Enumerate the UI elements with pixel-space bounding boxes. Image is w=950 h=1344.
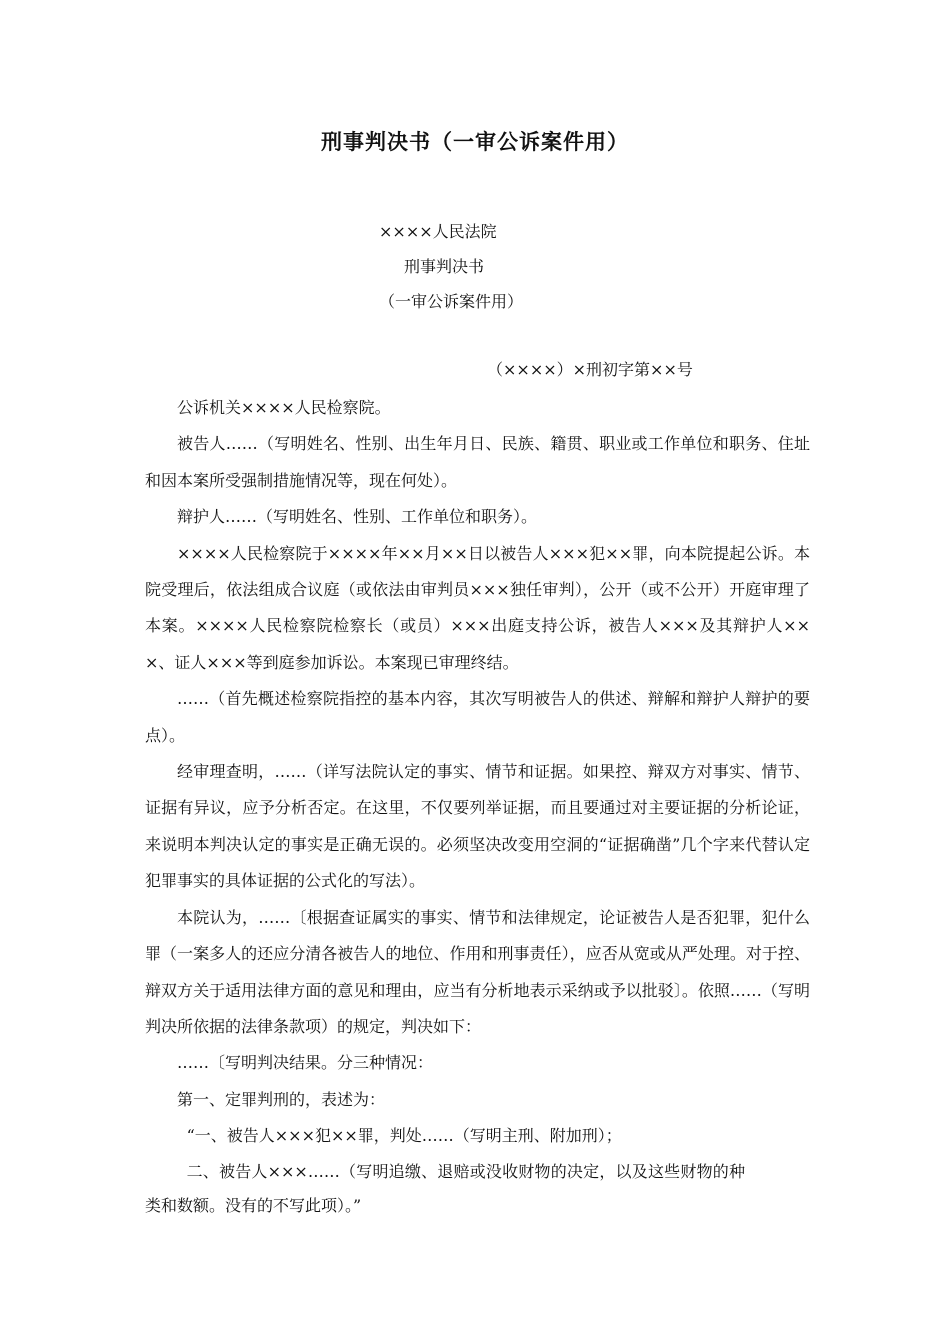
paragraph-item-one: “一、被告人×××犯××罪，判处……（写明主刑、附加刑）； [186, 1126, 622, 1146]
paragraph-verdict-intro: ……〔写明判决结果。分三种情况： [177, 1053, 434, 1073]
paragraph-procedure: ××××人民检察院于××××年××月××日以被告人×××犯××罪，向本院提起公诉。本院受理后，依法组成合议庭（或依法由审判员×××独任审判），公开（或不公开）开庭审理了本案。××××人民检察院检察长（或员）×××出庭支持公诉，被告人×××及其辩护人×××、证人×××等到庭参加诉讼。本案现已审理终结。 [145, 543, 810, 672]
paragraph-defendant: 被告人……（写明姓名、性别、出生年月日、民族、籍贯、职业或工作单位和职务、住址和因本案所受强制措施情况等，现在何处）。 [145, 434, 810, 490]
paragraph-defender: 辩护人……（写明姓名、性别、工作单位和职务）。 [177, 507, 538, 527]
court-name: ××××人民法院 [379, 222, 497, 241]
paragraph-item-two: 二、被告人×××……（写明追缴、退赔或没收财物的决定，以及这些财物的种类和数额。没有的不写此项）。” [145, 1161, 745, 1215]
document-type: （一审公诉案件用） [379, 292, 524, 311]
paragraph-case-one: 第一、定罪判刑的，表述为： [177, 1089, 386, 1109]
case-number: （××××）×刑初字第××号 [487, 360, 693, 379]
paragraph-facts: 经审理查明，……（详写法院认定的事实、情节和证据。如果控、辩双方对事实、情节、证据有异议，应予分析否定。在这里，不仅要列举证据，而且要通过对主要证据的分析论证，来说明本判决认定的事实是正确无误的。必须坚决改变用空洞的“证据确凿”几个字来代替认定犯罪事实的具体证据的公式化的写法）。 [145, 762, 810, 891]
paragraph-charges: ……（首先概述检察院指控的基本内容，其次写明被告人的供述、辩解和辩护人辩护的要点）。 [145, 689, 810, 745]
paragraph-reasoning: 本院认为，……〔根据查证属实的事实、情节和法律规定，论证被告人是否犯罪，犯什么罪（一案多人的还应分清各被告人的地位、作用和刑事责任），应否从宽或从严处理。对于控、辩双方关于适用法律方面的意见和理由，应当有分析地表示采纳或予以批驳〕。依照……（写明判决所依据的法律条款项）的规定，判决如下： [145, 907, 810, 1036]
document-body [145, 390, 810, 1223]
paragraph-prosecutor: 公诉机关××××人民检察院。 [177, 398, 391, 417]
document-name: 刑事判决书 [404, 257, 485, 276]
document-title: 刑事判决书（一审公诉案件用） [321, 130, 629, 154]
